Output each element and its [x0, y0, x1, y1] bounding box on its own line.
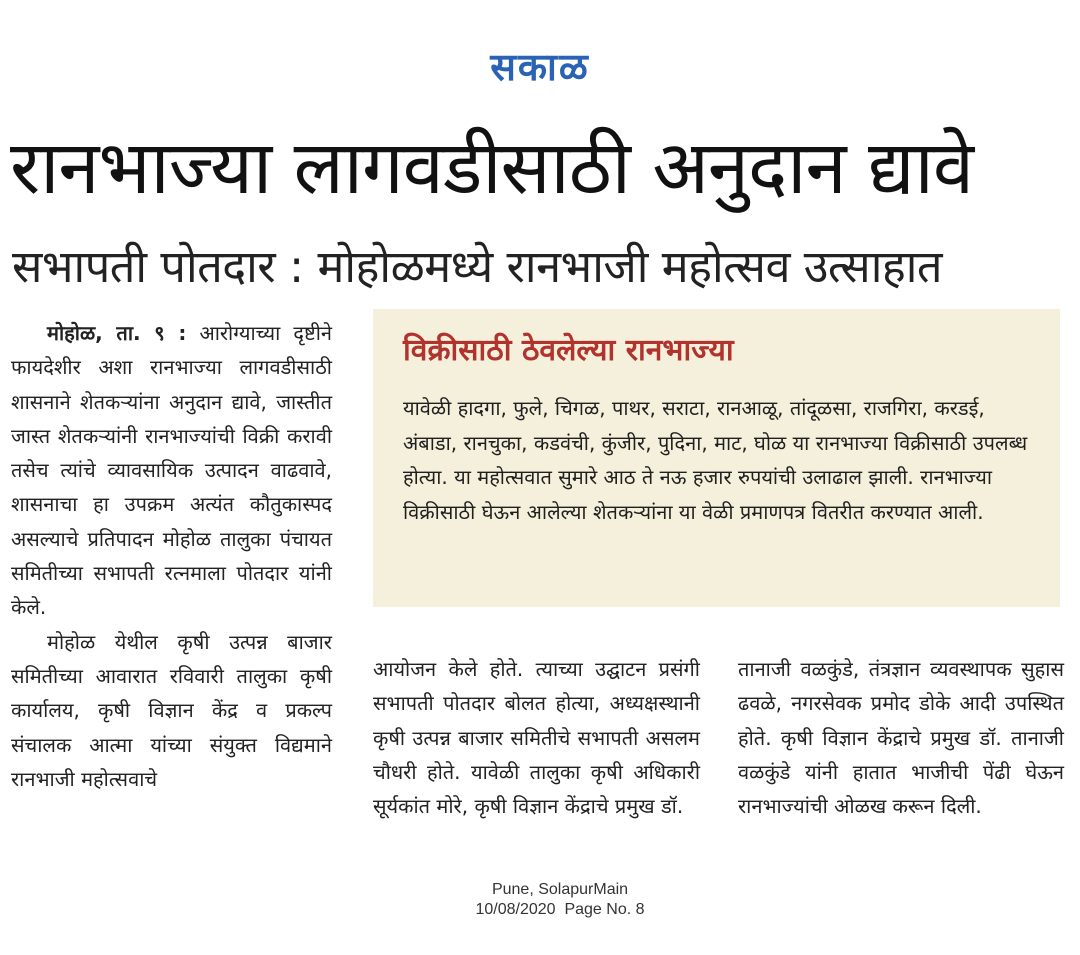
sidebar-box-body: यावेळी हादगा, फुले, चिगळ, पाथर, सराटा, रानआळू, तांदूळसा, राजगिरा, करडई, अंबाडा, रानचुका, कडवंची, कुंजीर, पुदिना, माट, घोळ या रानभाज्या विक्रीसाठी उपलब्ध होत्या. या महोत्सवात सुमारे आठ ते नऊ हजार रुपयांची उलाढाल झाली. रानभाज्या विक्रीसाठी घेऊन आलेल्या शेतकऱ्यांना या वेळी प्रमाणपत्र वितरीत करण्यात आली. [403, 396, 1028, 524]
newspaper-masthead: सकाळ [490, 44, 590, 89]
article-column-1 [11, 316, 332, 796]
edition-footer [380, 880, 740, 920]
column-3-text: तानाजी वळकुंडे, तंत्रज्ञान व्यवस्थापक सुहास ढवळे, नगरसेवक प्रमोद डोके आदी उपस्थित होते. कृषी विज्ञान केंद्राचे प्रमुख डॉ. तानाजी वळकुंडे यांनी हातात भाजीची पेंढी घेऊन रानभाज्यांची ओळख करून दिली. [738, 657, 1064, 819]
paragraph-1-text: आरोग्याच्या दृष्टीने फायदेशीर अशा रानभाज्या लागवडीसाठी शासनाने शेतकऱ्यांना अनुदान द्यावे, जास्तीत जास्त शेतकऱ्यांनी रानभाज्यांची विक्री करावी तसेच त्यांचे व्यावसायिक उत्पादन वाढवावे, शासनाचा हा उपक्रम अत्यंत कौतुकास्पद असल्याचे प्रतिपादन मोहोळ तालुका पंचायत समितीच्या सभापती रत्नमाला पोतदार यांनी केले. [11, 321, 332, 620]
column-2-text: आयोजन केले होते. त्याच्या उद्घाटन प्रसंगी सभापती पोतदार बोलत होत्या, अध्यक्षस्थानी कृषी उत्पन्न बाजार समितीचे सभापती असलम चौधरी होते. यावेळी तालुका कृषी अधिकारी सूर्यकांत मोरे, कृषी विज्ञान केंद्राचे प्रमुख डॉ. [373, 657, 700, 819]
article-paragraph-2: मोहोळ येथील कृषी उत्पन्न बाजार समितीच्या आवारात रविवारी तालुका कृषी कार्यालय, कृषी विज्ञान केंद्र व प्रकल्प संचालक आत्मा यांच्या संयुक्त विद्यमाने रानभाजी महोत्सवाचे [11, 629, 332, 791]
edition-date-page: 10/08/2020 Page No. 8 [475, 901, 645, 918]
headline: रानभाज्या लागवडीसाठी अनुदान द्यावे [10, 125, 973, 211]
article-paragraph-1 [11, 316, 332, 625]
dateline: मोहोळ, ता. ९ : [47, 321, 187, 345]
edition-name: Pune, SolapurMain [491, 881, 629, 898]
sidebar-box-title: विक्रीसाठी ठेवलेल्या रानभाज्या [403, 333, 734, 368]
article-column-2 [373, 652, 700, 823]
subheadline: सभापती पोतदार : मोहोळमध्ये रानभाजी महोत्सव उत्साहात [12, 240, 943, 293]
article-column-3 [738, 652, 1064, 823]
